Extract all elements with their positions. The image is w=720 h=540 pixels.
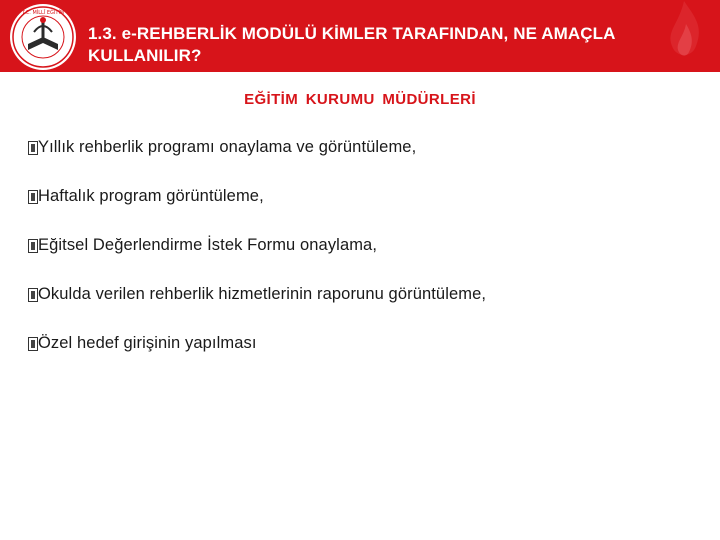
ministry-logo bbox=[8, 2, 78, 72]
list-item bbox=[28, 285, 486, 334]
bullet-icon bbox=[28, 190, 38, 204]
list-item bbox=[28, 138, 486, 187]
svg-text:T.C. MİLLÎ EĞİTİM: T.C. MİLLÎ EĞİTİM bbox=[21, 10, 65, 16]
list-item-text: Özel hedef girişinin yapılması bbox=[38, 334, 257, 352]
list-item-text: Yıllık rehberlik programı onaylama ve görüntüleme, bbox=[38, 138, 417, 156]
list-item bbox=[28, 236, 486, 285]
bullet-list bbox=[28, 138, 486, 383]
bullet-icon bbox=[28, 239, 38, 253]
list-item bbox=[28, 187, 486, 236]
header-bar bbox=[0, 0, 720, 72]
bullet-icon bbox=[28, 141, 38, 155]
bullet-icon bbox=[28, 288, 38, 302]
section-subtitle: EĞİTİM KURUMU MÜDÜRLERİ bbox=[244, 91, 476, 108]
list-item bbox=[28, 334, 486, 383]
bullet-icon bbox=[28, 337, 38, 351]
list-item-text: Eğitsel Değerlendirme İstek Formu onaylama, bbox=[38, 236, 378, 254]
page-title: 1.3. e-REHBERLİK MODÜLÜ KİMLER TARAFINDAN, NE AMAÇLA KULLANILIR? bbox=[88, 24, 615, 65]
list-item-text: Haftalık program görüntüleme, bbox=[38, 187, 264, 205]
list-item-text: Okulda verilen rehberlik hizmetlerinin raporunu görüntüleme, bbox=[38, 285, 487, 303]
